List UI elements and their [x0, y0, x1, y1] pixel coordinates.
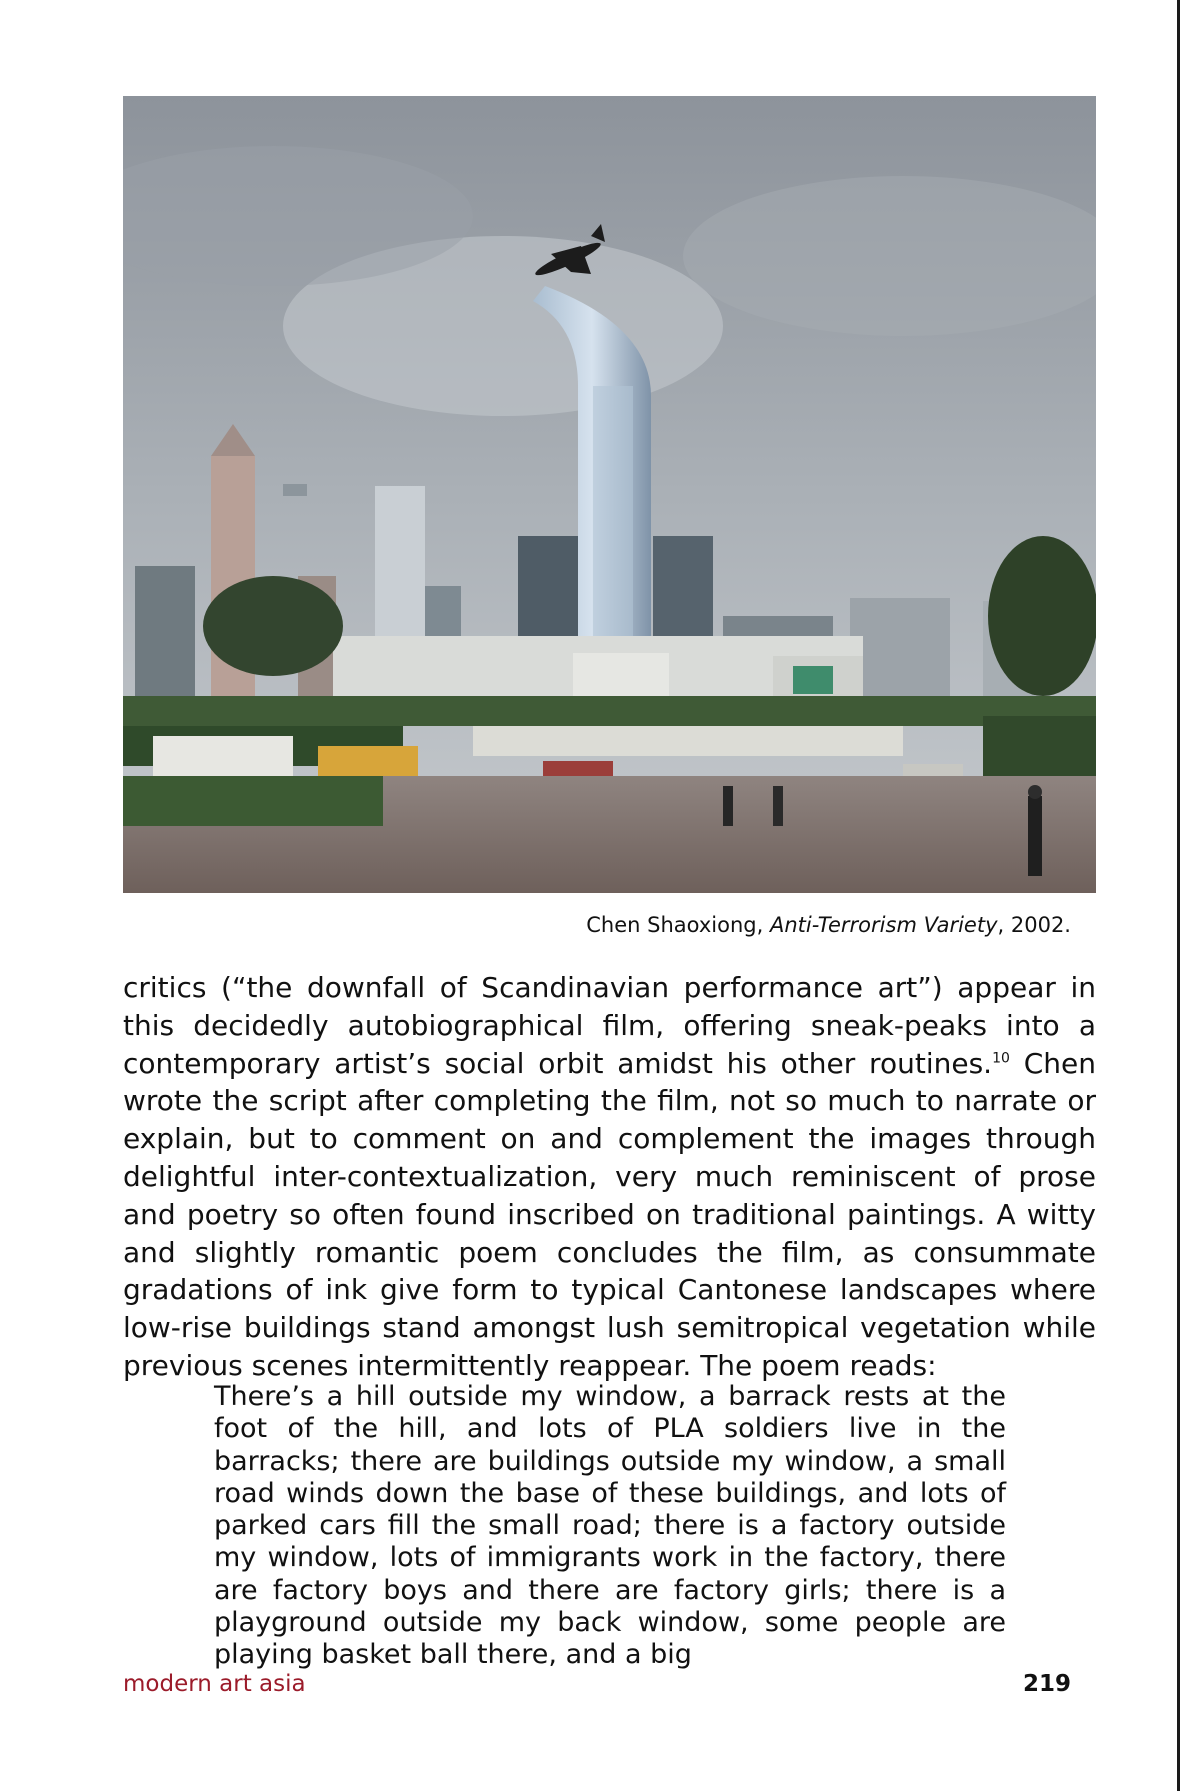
figure-photo [123, 96, 1096, 893]
footer-page-number: 219 [1022, 1671, 1071, 1697]
figure-caption [586, 913, 1071, 937]
caption-year: , 2002. [997, 913, 1071, 937]
page-edge-rule [1177, 0, 1180, 1791]
body-text-part1: critics (“the downfall of Scandinavian performance art”) appear in this decidedly autobiographical film, offering sneak-peaks into a contemporary artist’s social orbit amidst his other routines. [123, 971, 1096, 1080]
body-paragraph [123, 969, 1096, 1385]
footer-journal-name: modern art asia [123, 1671, 306, 1697]
body-text-part2: Chen wrote the script after completing the film, not so much to narrate or explain, but to comment on and complement the images through delightful inter-contextualization, very much reminiscent of prose and poetry so often found inscribed on traditional paintings. A witty and slightly romantic poem concludes the film, as consummate gradations of ink give form to typical Cantonese landscapes where low-rise buildings stand amongst lush semitropical vegetation while previous scenes intermittently reappear. The poem reads: [123, 1046, 1097, 1382]
footnote-ref-10[interactable]: 10 [992, 1050, 1010, 1067]
caption-work-title: Anti-Terrorism Variety [769, 913, 998, 937]
caption-author: Chen Shaoxiong, [586, 913, 770, 937]
block-quote-poem: There’s a hill outside my window, a barrack rests at the foot of the hill, and lots of PLA soldiers live in the barracks; there are buildings outside my window, a small road winds down the base of these buildings, and lots of parked cars fill the small road; there is a factory outside my window, lots of immigrants work in the factory, there are factory boys and there are factory girls; there is a playground outside my back window, some people are playing basket ball there, and a big [214, 1381, 1006, 1671]
